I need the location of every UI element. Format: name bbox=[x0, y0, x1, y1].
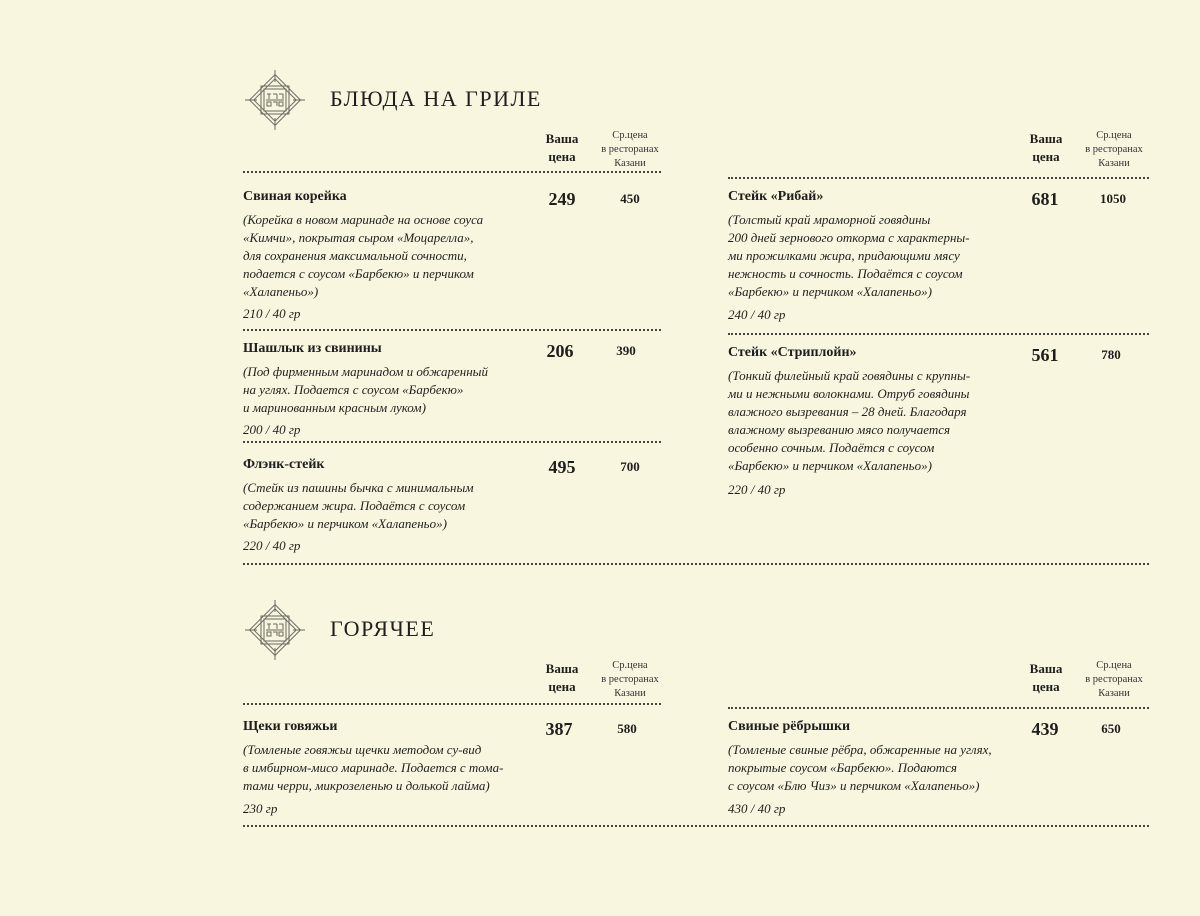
avg-price-header bbox=[590, 129, 670, 171]
avg-price-header-line3: Казани bbox=[614, 688, 646, 699]
item-weight: 240 / 40 гр bbox=[728, 307, 786, 322]
item-description: (Стейк из пашины бычка с минимальным содержанием жира. Подаётся с соусом «Барбекю» и перчиком «Халапеньо») bbox=[243, 480, 474, 531]
section-title: ГОРЯЧЕЕ bbox=[330, 616, 436, 641]
your-price-header-line2: цена bbox=[1032, 679, 1060, 694]
menu-item bbox=[243, 341, 663, 439]
your-price-header-line1: Ваша bbox=[545, 661, 579, 676]
item-price: 249 bbox=[548, 189, 576, 209]
dotted-divider bbox=[243, 703, 661, 705]
your-price-header-line1: Ваша bbox=[1029, 131, 1063, 146]
item-name: Стейк «Стриплойн» bbox=[728, 345, 857, 360]
item-weight: 430 / 40 гр bbox=[728, 801, 786, 816]
item-description: (Томленые свиные рёбра, обжаренные на углях, покрытые соусом «Барбекю». Подаются с соусом «Блю Чиз» и перчиком «Халапеньо») bbox=[728, 742, 992, 793]
menu-item bbox=[728, 719, 1148, 819]
menu-item bbox=[728, 189, 1148, 324]
avg-price-header-line2: в ресторанах bbox=[1085, 674, 1143, 685]
section-title: БЛЮДА НА ГРИЛЕ bbox=[330, 86, 542, 111]
avg-price-header-line1: Ср.цена bbox=[612, 130, 648, 141]
section-end-divider bbox=[243, 563, 1149, 565]
avg-price-header-line1: Ср.цена bbox=[1096, 130, 1132, 141]
your-price-header-line2: цена bbox=[548, 679, 576, 694]
item-price: 206 bbox=[546, 341, 574, 361]
item-avg-price: 650 bbox=[1101, 721, 1121, 736]
restaurant-monogram-logo-icon bbox=[243, 598, 307, 662]
item-weight: 210 / 40 гр bbox=[243, 306, 301, 321]
item-avg-price: 700 bbox=[620, 459, 640, 474]
dotted-divider bbox=[243, 441, 661, 443]
menu-item bbox=[243, 457, 663, 557]
avg-price-header bbox=[1074, 129, 1154, 171]
item-avg-price: 450 bbox=[620, 191, 640, 206]
item-name: Свиные рёбрышки bbox=[728, 719, 851, 734]
item-price: 495 bbox=[548, 457, 576, 477]
avg-price-header-line1: Ср.цена bbox=[1096, 660, 1132, 671]
avg-price-header-line3: Казани bbox=[1098, 158, 1130, 169]
section-grill bbox=[243, 68, 1149, 568]
item-price: 561 bbox=[1031, 345, 1059, 365]
avg-price-header bbox=[1074, 659, 1154, 701]
item-description: (Толстый край мраморной говядины 200 дней зернового откорма с характерны- ми прожилками жира, придающими мясу нежность и сочность. Подаётся с соусом «Барбекю» и перчиком «Халапеньо») bbox=[728, 212, 970, 299]
dotted-divider bbox=[243, 329, 661, 331]
your-price-header-line2: цена bbox=[548, 149, 576, 164]
avg-price-header-line2: в ресторанах bbox=[601, 144, 659, 155]
item-price: 387 bbox=[545, 719, 573, 739]
avg-price-header bbox=[590, 659, 670, 701]
avg-price-header-line3: Казани bbox=[1098, 688, 1130, 699]
item-weight: 230 гр bbox=[243, 801, 278, 816]
item-name: Флэнк-стейк bbox=[243, 457, 325, 472]
item-price: 439 bbox=[1031, 719, 1059, 739]
item-weight: 220 / 40 гр bbox=[243, 538, 301, 553]
item-avg-price: 580 bbox=[617, 721, 637, 736]
section-end-divider bbox=[243, 825, 1149, 827]
avg-price-header-line3: Казани bbox=[614, 158, 646, 169]
dotted-divider bbox=[728, 333, 1149, 335]
avg-price-header-line2: в ресторанах bbox=[1085, 144, 1143, 155]
item-description: (Корейка в новом маринаде на основе соуса «Кимчи», покрытая сыром «Моцарелла», для сохранения максимальной сочности, подается с соусом «Барбекю» и перчиком «Халапеньо») bbox=[243, 212, 484, 299]
item-avg-price: 390 bbox=[616, 343, 636, 358]
menu-item bbox=[243, 719, 663, 819]
dotted-divider bbox=[243, 171, 661, 173]
section-hot bbox=[243, 598, 1149, 833]
item-name: Свиная корейка bbox=[243, 189, 347, 204]
dotted-divider bbox=[728, 707, 1149, 709]
menu-item bbox=[728, 345, 1148, 505]
dotted-divider bbox=[728, 177, 1149, 179]
item-description: (Томленые говяжьи щечки методом су-вид в имбирном-мисо маринаде. Подается с тома- тами черри, микрозеленью и долькой лайма) bbox=[243, 742, 504, 793]
item-weight: 220 / 40 гр bbox=[728, 482, 786, 497]
item-name: Щеки говяжьи bbox=[243, 719, 338, 734]
avg-price-header-line1: Ср.цена bbox=[612, 660, 648, 671]
item-name: Шашлык из свинины bbox=[243, 341, 382, 356]
item-weight: 200 / 40 гр bbox=[243, 422, 301, 437]
your-price-header-line1: Ваша bbox=[1029, 661, 1063, 676]
item-avg-price: 780 bbox=[1101, 347, 1121, 362]
item-name: Стейк «Рибай» bbox=[728, 189, 824, 204]
avg-price-header-line2: в ресторанах bbox=[601, 674, 659, 685]
item-avg-price: 1050 bbox=[1100, 191, 1126, 206]
your-price-header-line1: Ваша bbox=[545, 131, 579, 146]
your-price-header-line2: цена bbox=[1032, 149, 1060, 164]
menu-item bbox=[243, 189, 663, 324]
item-price: 681 bbox=[1031, 189, 1059, 209]
restaurant-monogram-logo-icon bbox=[243, 68, 307, 132]
item-description: (Под фирменным маринадом и обжаренный на углях. Подается с соусом «Барбекю» и маринованным красным луком) bbox=[243, 364, 488, 415]
item-description: (Тонкий филейный край говядины с крупны- ми и нежными волокнами. Отруб говядины влажного вызревания – 28 дней. Благодаря влажному вызреванию мясо получается особенно сочным. Подаётся с соусом «Барбекю» и перчиком «Халапеньо») bbox=[728, 368, 971, 473]
